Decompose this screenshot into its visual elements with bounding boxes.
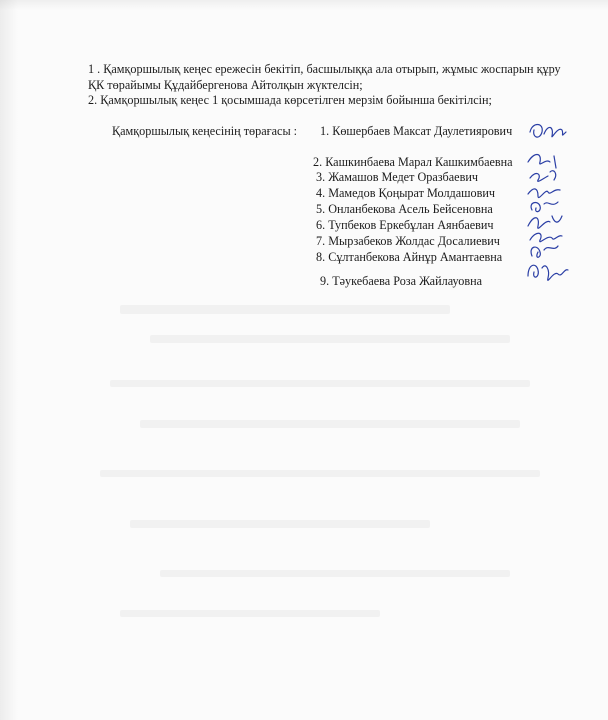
bleed-through-line <box>110 380 530 387</box>
member-5: 5. Онланбекова Асель Бейсеновна <box>316 202 493 216</box>
signature-5 <box>531 202 558 212</box>
signature-2 <box>528 155 556 169</box>
signature-8 <box>531 246 558 257</box>
bleed-through-line <box>100 470 540 477</box>
chair-label: Қамқоршылық кеңесінің төрағасы : <box>112 124 298 138</box>
signature-4 <box>528 189 560 198</box>
member-6: 6. Тупбеков Еркебұлан Аянбаевич <box>316 218 494 232</box>
signature-6 <box>528 216 562 228</box>
scan-top-shadow <box>0 0 608 10</box>
member-1: 1. Көшербаев Максат Даулетиярович <box>320 124 513 138</box>
signature-1 <box>530 125 566 138</box>
member-3: 3. Жамашов Медет Оразбаевич <box>316 170 478 184</box>
signatures-column <box>524 118 604 296</box>
bleed-through-line <box>130 520 430 528</box>
bleed-through-line <box>160 570 510 577</box>
signature-7 <box>530 233 562 241</box>
decisions-block <box>88 62 568 109</box>
member-8: 8. Сұлтанбекова Айнұр Амантаевна <box>316 250 503 264</box>
member-9: 9. Тәукебаева Роза Жайлауовна <box>320 274 483 288</box>
scan-edge-shadow <box>0 0 18 720</box>
signature-3 <box>530 171 556 182</box>
bleed-through-line <box>140 420 520 428</box>
decision-1: 1 . Қамқоршылық кеңес ережесін бекітіп, басшылыққа ала отырып, жұмыс жоспарын құру ҚК төрайымы Құдайбергенова Айтолқын жүктелсін; <box>88 62 561 92</box>
bleed-through-line <box>120 610 380 617</box>
bleed-through-line <box>150 335 510 343</box>
member-2: 2. Кашкинбаева Марал Кашкимбаевна <box>313 155 513 169</box>
bleed-through-line <box>120 305 450 314</box>
signature-9 <box>528 265 568 280</box>
member-4: 4. Мамедов Қоңырат Молдашович <box>316 186 496 200</box>
member-7: 7. Мырзабеков Жолдас Досалиевич <box>316 234 500 248</box>
decision-2: 2. Қамқоршылық кеңес 1 қосымшада көрсетілген мерзім бойынша бекітілсін; <box>88 93 492 107</box>
